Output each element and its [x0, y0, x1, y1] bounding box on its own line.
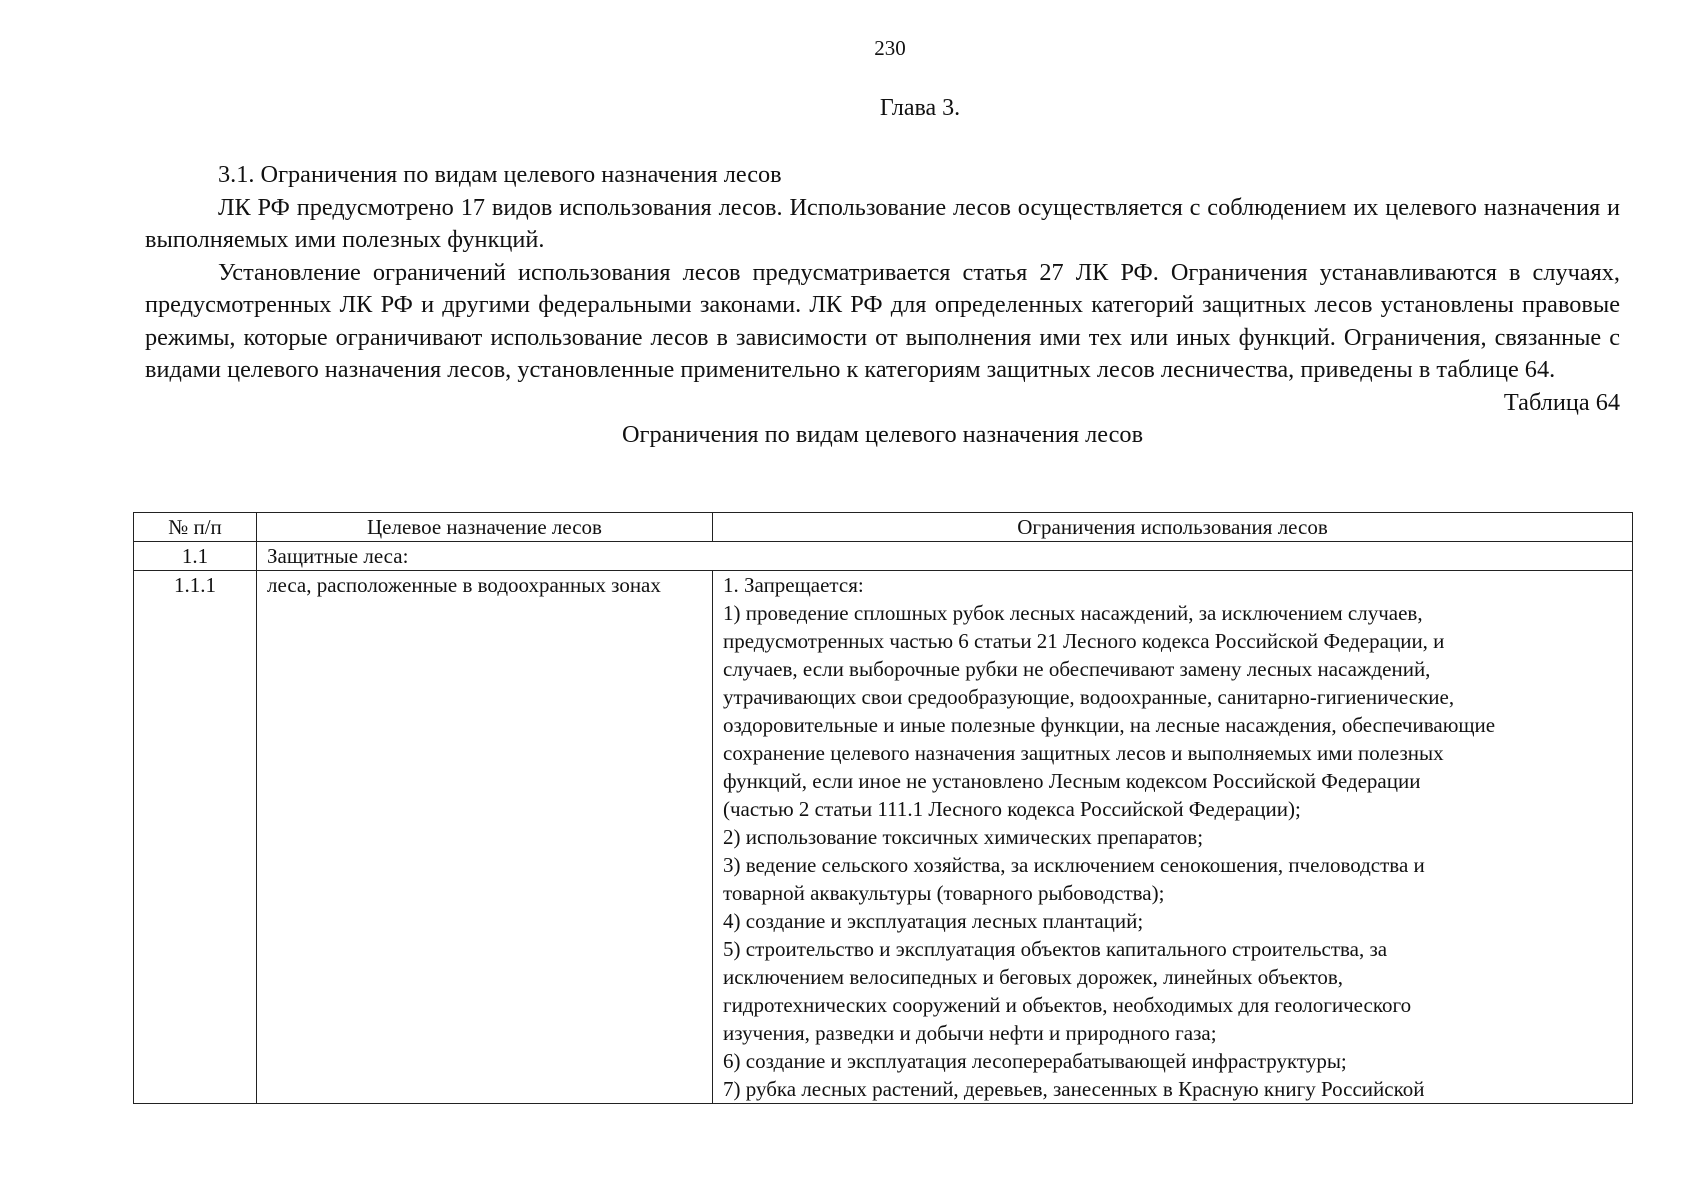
restriction-line: 4) создание и эксплуатация лесных плантаций;	[723, 909, 1144, 933]
restriction-line: оздоровительные и иные полезные функции, на лесные насаждения, обеспечивающие	[723, 713, 1496, 737]
restriction-line: сохранение целевого назначения защитных лесов и выполняемых ими полезных	[723, 741, 1444, 765]
restriction-line: случаев, если выборочные рубки не обеспечивают замену лесных насаждений,	[723, 657, 1431, 681]
table-group-row	[134, 542, 1633, 571]
row-restrictions	[713, 571, 1633, 1104]
group-number: 1.1	[134, 542, 257, 571]
restriction-line: функций, если иное не установлено Лесным кодексом Российской Федерации	[723, 769, 1421, 793]
paragraph-1: ЛК РФ предусмотрено 17 видов использования лесов. Использование лесов осуществляется с соблюдением их целевого назначения и выполняемых ими полезных функций.	[145, 193, 1620, 253]
restriction-line: (частью 2 статьи 111.1 Лесного кодекса Российской Федерации);	[723, 797, 1301, 821]
header-number: № п/п	[134, 513, 257, 542]
restriction-line: 7) рубка лесных растений, деревьев, занесенных в Красную книгу Российской	[723, 1077, 1425, 1101]
restriction-line: 1) проведение сплошных рубок лесных насаждений, за исключением случаев,	[723, 601, 1423, 625]
row-purpose	[257, 571, 713, 1104]
restriction-line: 2) использование токсичных химических препаратов;	[723, 825, 1204, 849]
group-label: Защитные леса:	[257, 542, 1633, 571]
restriction-line: 5) строительство и эксплуатация объектов капитального строительства, за	[723, 937, 1388, 961]
restriction-line: предусмотренных частью 6 статьи 21 Лесного кодекса Российской Федерации, и	[723, 629, 1445, 653]
restriction-line: 1. Запрещается:	[723, 573, 864, 597]
document-body	[145, 159, 1620, 452]
chapter-heading: Глава 3.	[879, 95, 961, 121]
row-purpose-text: леса, расположенные в водоохранных зонах	[267, 573, 661, 597]
table-label: Таблица 64	[1503, 388, 1620, 416]
restriction-line: 3) ведение сельского хозяйства, за исключением сенокошения, пчеловодства и	[723, 853, 1425, 877]
table-header-row	[134, 513, 1633, 542]
restriction-line: гидротехнических сооружений и объектов, необходимых для геологического	[723, 993, 1412, 1017]
paragraph-2: Установление ограничений использования лесов предусматривается статья 27 ЛК РФ. Ограничения устанавливаются в случаях, предусмотренных ЛК РФ и другими федеральными законами. ЛК РФ для определенных категорий защитных лесов установлены правовые режимы, которые ограничивают использование лесов в зависимости от выполнения ими тех или иных функций. Ограничения, связанные с видами целевого назначения лесов, установленные применительно к категориям защитных лесов лесничества, приведены в таблице 64.	[145, 258, 1620, 383]
page-number: 230	[874, 36, 906, 60]
table-row	[134, 571, 1633, 1104]
restriction-line: 6) создание и эксплуатация лесоперерабатывающей инфраструктуры;	[723, 1049, 1347, 1073]
header-restrictions: Ограничения использования лесов	[713, 513, 1633, 542]
table-title: Ограничения по видам целевого назначения лесов	[621, 421, 1144, 448]
row-number: 1.1.1	[134, 571, 257, 1104]
section-heading: 3.1. Ограничения по видам целевого назначения лесов	[218, 161, 782, 188]
header-purpose: Целевое назначение лесов	[257, 513, 713, 542]
restriction-line: исключением велосипедных и беговых дорожек, линейных объектов,	[723, 965, 1344, 989]
restriction-line: утрачивающих свои средообразующие, водоохранные, санитарно-гигиенические,	[723, 685, 1455, 709]
restriction-line: товарной аквакультуры (товарного рыбоводства);	[723, 881, 1165, 905]
restriction-line: изучения, разведки и добычи нефти и природного газа;	[723, 1021, 1217, 1045]
restrictions-table	[133, 512, 1633, 1104]
